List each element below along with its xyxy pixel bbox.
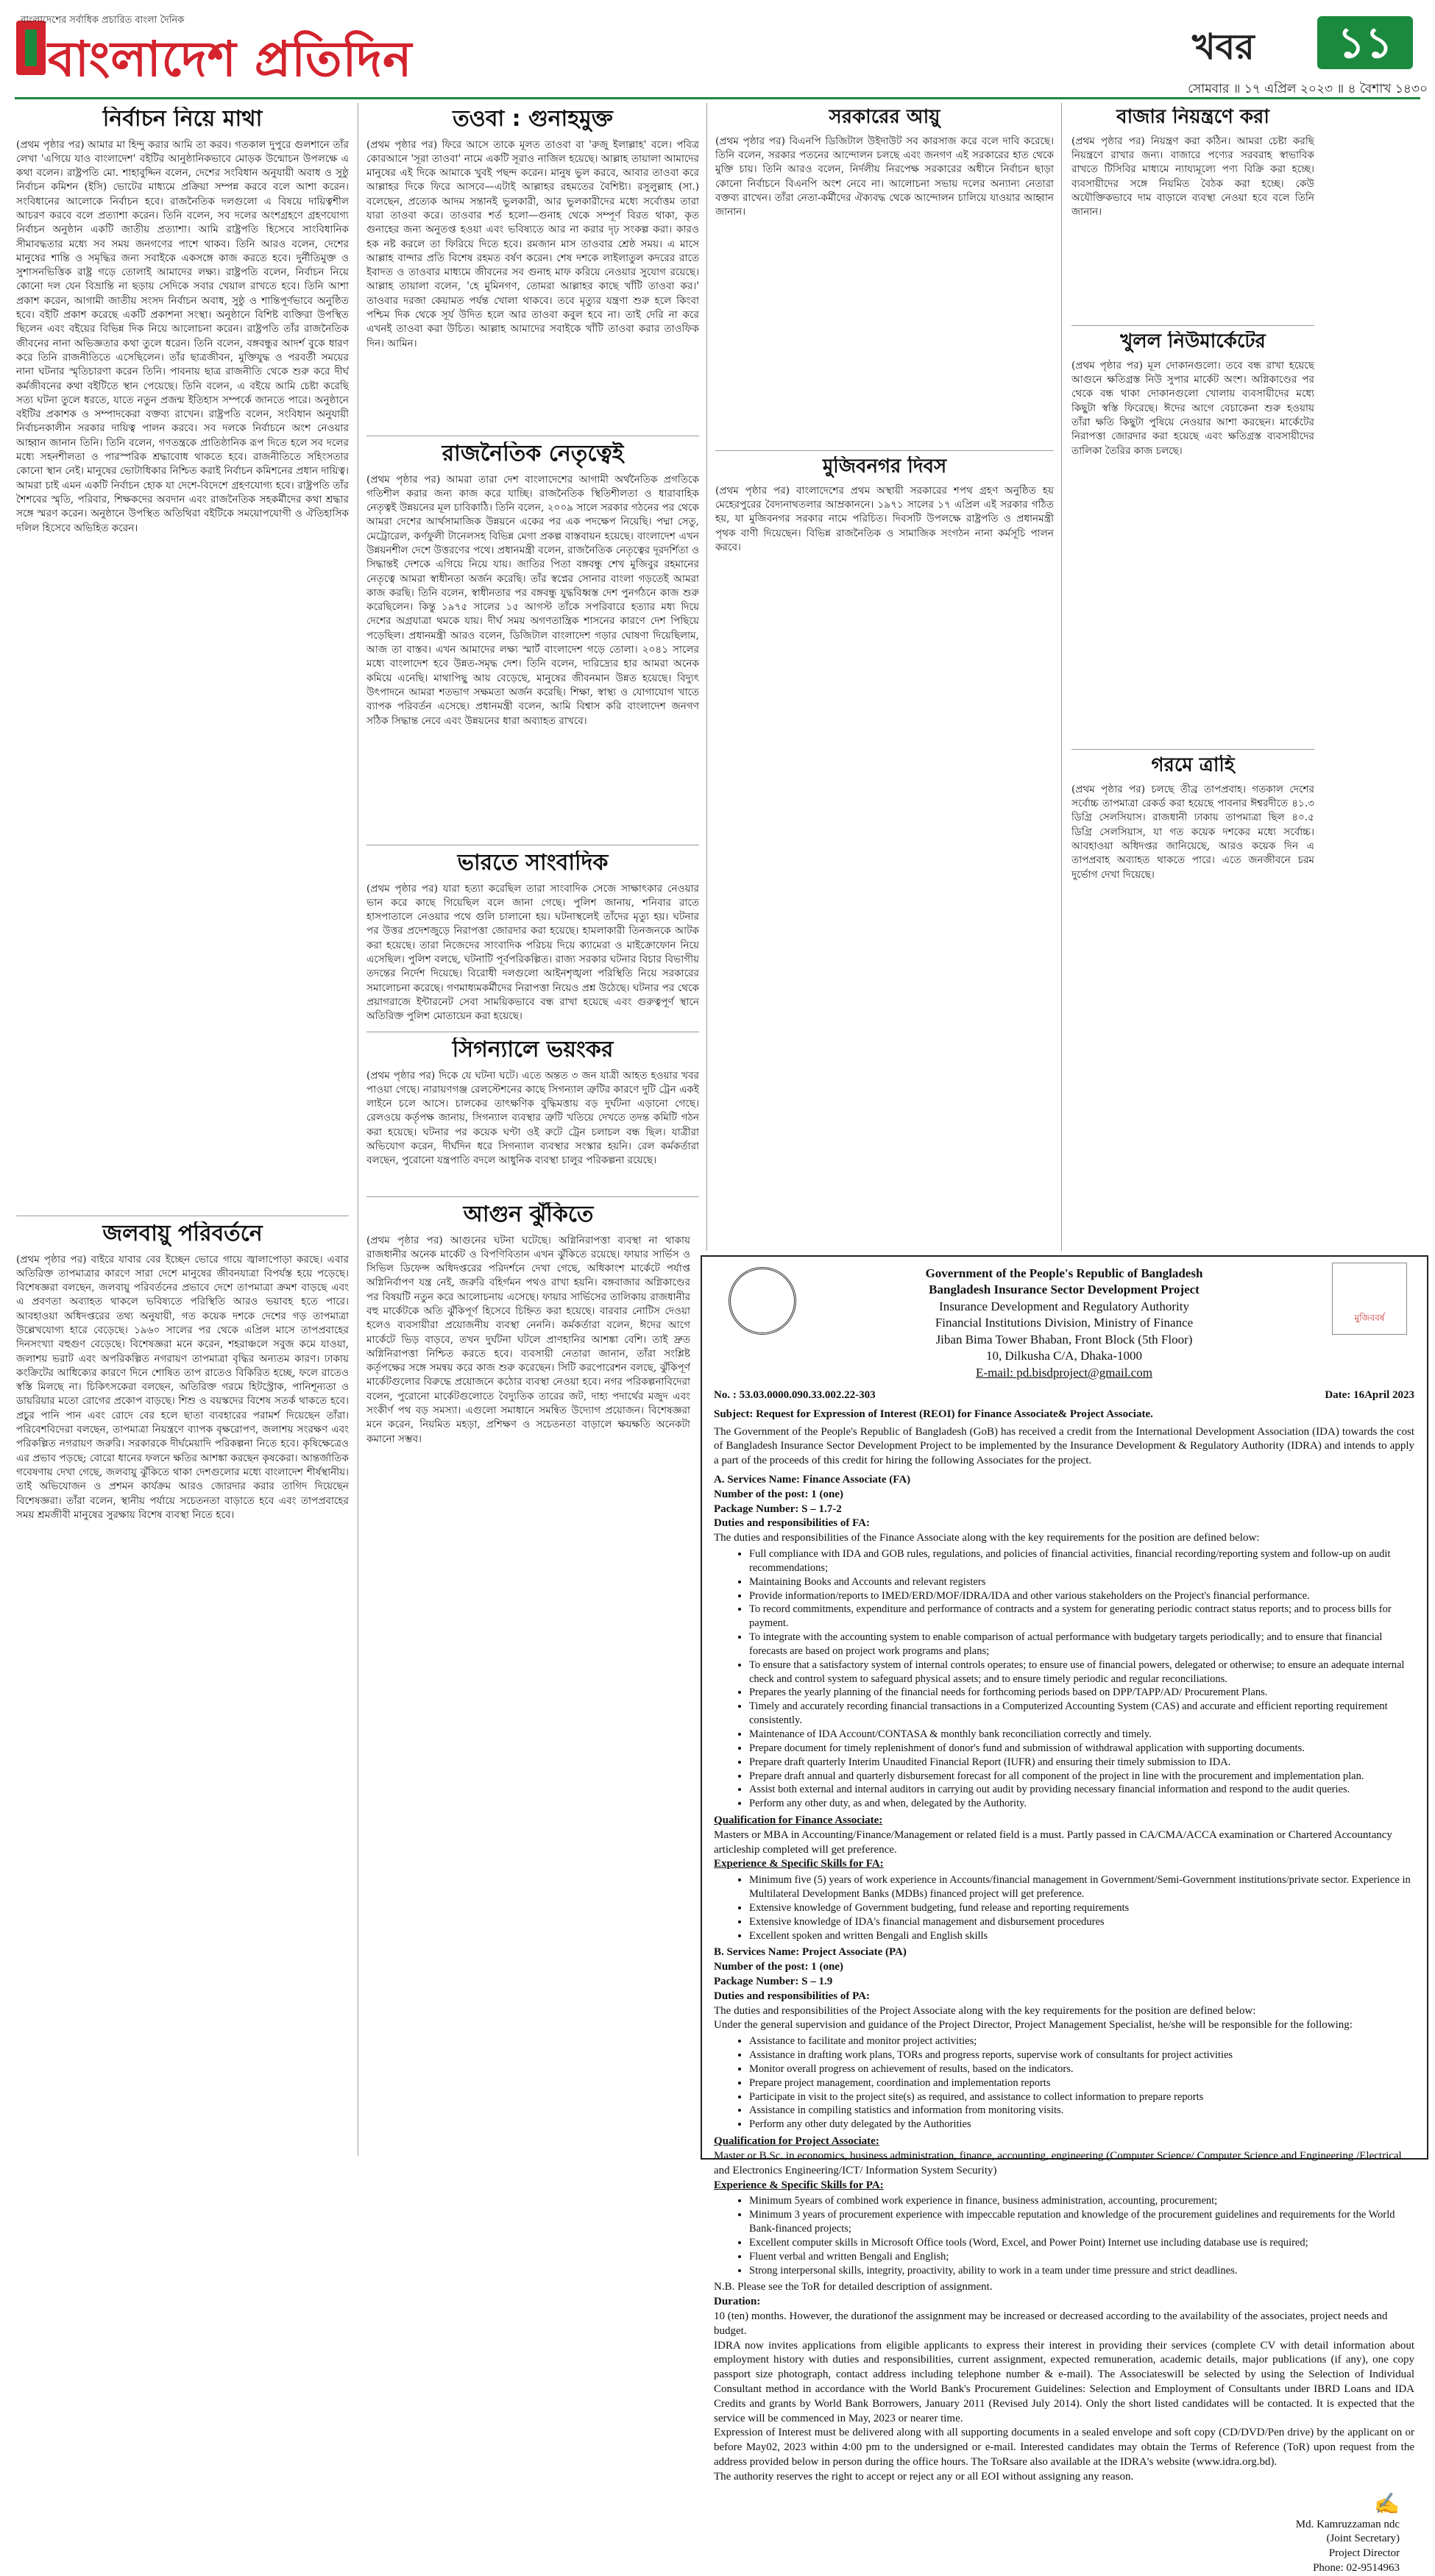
article-leadership <box>366 441 699 839</box>
notice-list-item: • Assistance in compiling statistics and information from monitoring visits. <box>749 2104 1414 2118</box>
article-headline[interactable]: রাজনৈতিক নেতৃত্বেই <box>442 441 624 466</box>
notice-govt: Government of the People's Republic of Bangladesh <box>925 1266 1203 1280</box>
article-climate <box>16 1221 349 2156</box>
article-headline[interactable]: সরকারের আয়ু <box>829 107 940 128</box>
notice-sign-role: Project Director <box>1328 2547 1400 2560</box>
notice-b-service: B. Services Name: Project Associate (PA) <box>714 1946 907 1959</box>
article-headline[interactable]: মুজিবনগর দিবস <box>822 456 947 478</box>
notice-a-duties-intro: The duties and responsibilities of the Finance Associate along with the key requirements for the position are defined below: <box>714 1532 1260 1544</box>
column-divider <box>1061 103 1062 1251</box>
notice-b-duties-heading: Duties and responsibilities of PA: <box>714 1990 870 2002</box>
notice-list-item: • To ensure that a satisfactory system of internal controls operates; to ensure use of financial powers, delegated or otherwise; to ensure an adequate internal check and control system to safeguard physical assets; and to ensure timely periodic and regular reconciliations. <box>749 1658 1414 1686</box>
notice-duration: 10 (ten) months. However, the durationof the assignment may be increased or decreased according to the availability of the associates, project needs and budget. <box>714 2310 1388 2337</box>
notice-list-item: • Participate in visit to the project site(s) as required, and assistance to collect information to prepare reports <box>749 2090 1414 2104</box>
notice-division: Financial Institutions Division, Ministry of Finance <box>935 1316 1194 1330</box>
notice-list-item: • Full compliance with IDA and GOB rules, regulations, and policies of financial activities, financial recording/reporting system and follow-up on audit recommendations; <box>749 1547 1414 1575</box>
notice-list-item: • Maintenance of IDA Account/CONTASA & monthly bank reconciliation correctly and timely. <box>749 1728 1414 1742</box>
notice-list-item: • Perform any other duty delegated by the Authorities <box>749 2118 1414 2132</box>
notice-date: Date: 16April 2023 <box>1325 1389 1414 1402</box>
notice-sign-phone: Phone: 02-9514963 <box>1313 2561 1400 2574</box>
article-tawa <box>366 107 699 430</box>
notice-list-item: • Assistance in drafting work plans, TORs and progress reports, supervise work of consultants for project activities <box>749 2048 1414 2062</box>
notice-list-item: • Timely and accurately recording financial transactions in a Computerized Accounting System (CAS) and accurate and efficient reporting requirement consistently. <box>749 1700 1414 1728</box>
notice-nb: N.B. Please see the ToR for detailed description of assignment. <box>714 2281 993 2293</box>
notice-address2: 10, Dilkusha C/A, Dhaka-1000 <box>985 1349 1142 1363</box>
notice-authority: Insurance Development and Regulatory Authority <box>939 1299 1189 1313</box>
notice-b-post: Number of the post: 1 (one) <box>714 1961 843 1973</box>
newspaper-logo[interactable]: বাংলাদেশ প্রতিদিন <box>48 31 413 88</box>
government-notice <box>701 1255 1428 2574</box>
notice-list-item: • Assist both external and internal auditors in carrying out audit by providing necessary financial information and respond to the audit queries. <box>749 1783 1414 1797</box>
section-name: খবর <box>1192 26 1255 68</box>
article-divider <box>1071 325 1314 326</box>
notice-list-item: • Excellent computer skills in Microsoft Office tools (Word, Excel, and Power Point) Internet use including database use is required; <box>749 2236 1414 2250</box>
notice-b-exp-list <box>749 2194 1414 2277</box>
article-body: (প্রথম পৃষ্ঠার পর) চলছে তীব্র তাপপ্রবাহ। গতকাল দেশের সর্বোচ্চ তাপমাত্রা রেকর্ড করা হয়েছে পাবনার ঈশ্বরদীতে ৪১.৩ ডিগ্রি সেলসিয়াস। রাজধানী ঢাকায় তাপমাত্রা ছিল ৪০.৫ ডিগ্রি সেলসিয়াস, যা গত কয়েক দশকের মধ্যে সর্বোচ্চ। আবহাওয়া অধিদপ্তর জানিয়েছে, আরও কয়েক দিন এ তাপপ্রবাহ অব্যাহত থাকতে পারে। এতে জনজীবনে চরম দুর্ভোগ দেখা দিয়েছে। <box>1071 783 1314 881</box>
notice-sign-title: (Joint Secretary) <box>1326 2533 1400 2545</box>
article-india-journalist <box>366 851 699 1027</box>
notice-list-item: • Perform any other duty, as and when, delegated by the Authority. <box>749 1797 1414 1811</box>
notice-list-item: • Prepare draft annual and quarterly disbursement forecast for all component of the project in line with the procurement and implementation plan. <box>749 1770 1414 1784</box>
spacer <box>1321 110 1426 111</box>
article-body: (প্রথম পৃষ্ঠার পর) মূল দোকানগুলো। তবে বন্ধ রাখা হয়েছে আগুনে ক্ষতিগ্রস্ত নিউ সুপার মার্কেট অংশ। অগ্নিকাণ্ডের পর থেকে বন্ধ থাকা দোকানগুলো খোলায় ব্যবসায়ীদের মধ্যে কিছুটা স্বস্তি ফিরেছে। ঈদের আগে বেচাকেনা শুরু হওয়ায় তাঁরা ক্ষতি কিছুটা পুষিয়ে নেওয়ার আশা করছেন। মার্কেটের নিরাপত্তা জোরদার করা হয়েছে এবং ক্ষতিগ্রস্ত ব্যবসায়ীদের তালিকা তৈরির কাজ চলছে। <box>1071 359 1314 457</box>
notice-reserve: The authority reserves the right to accept or reject any or all EOI without assigning any reason. <box>714 2470 1134 2483</box>
article-headline[interactable]: গরমে ত্রাহি <box>1151 755 1235 776</box>
notice-sign-name: Md. Kamruzzaman ndc <box>1295 2518 1400 2530</box>
notice-list-item: • Extensive knowledge of IDA's financial management and disbursement procedures <box>749 1915 1414 1929</box>
notice-a-post: Number of the post: 1 (one) <box>714 1488 843 1500</box>
notice-duration-heading: Duration: <box>714 2296 761 2308</box>
newspaper-logo-mark-inner <box>25 29 37 66</box>
notice-invites: IDRA now invites applications from eligible applicants to express their interest in providing their services (complete CV with detail information about employment history with duties and responsibilities, current assignment, expected remuneration, academic details, major publications (if any), one copy passport size photograph, contact address including telephone number & e-mail). The Associateswill be selected by using the Selection of Individual Consultant method in accordance with the World Bank's Procurement Guidelines: Selection and Employment of Consultants under IBRD Loans and IDA Credits and grants by World Bank Borrowers, January 2011 (Revised July 2014). Only the short listed candidates will be contacted. It is expected that the service will be commenced in May, 2023 or nearer time. <box>714 2339 1414 2424</box>
article-divider <box>715 450 1054 451</box>
notice-list-item: • Strong interpersonal skills, integrity, proactivity, ability to work in a team under time pressure and strict deadlines. <box>749 2264 1414 2278</box>
notice-a-qual-heading: Qualification for Finance Associate: <box>714 1814 883 1827</box>
article-heat <box>1071 755 1314 1243</box>
article-body: (প্রথম পৃষ্ঠার পর) আগুনের ঘটনা ঘটেছে। অগ্নিনিরাপত্তা ব্যবস্থা না থাকায় রাজধানীর অনেক মার্কেট ও বিপণিবিতান এখন ঝুঁকিতে রয়েছে। ফায়ার সার্ভিস ও সিভিল ডিফেন্স অধিদপ্তরের পরিদর্শনে দেখা গেছে, অধিকাংশ মার্কেটে পর্যাপ্ত অগ্নিনির্বাপণ যন্ত্র নেই, জরুরি বহির্গমন পথও রাখা হয়নি। বঙ্গবাজার অগ্নিকাণ্ডের পর বিষয়টি নতুন করে আলোচনায় এসেছে। ফায়ার সার্ভিসের তালিকায় রাজধানীর বহু মার্কেটকে অতি ঝুঁকিপূর্ণ হিসেবে চিহ্নিত করা হয়েছে। বারবার নোটিস দেওয়া হলেও ব্যবসায়ীরা প্রয়োজনীয় ব্যবস্থা নেননি। কর্মকর্তারা বলেন, ঈদের আগে মার্কেটে ভিড় বাড়বে, তখন দুর্ঘটনা ঘটলে প্রাণহানির আশঙ্কা বেশি। তাই দ্রুত অগ্নিনিরাপত্তা নিশ্চিত করতে হবে। ব্যবসায়ী নেতারা জানান, তাঁরা সংশ্লিষ্ট কর্তৃপক্ষের সঙ্গে সমন্বয় করে কাজ শুরু করেছেন। সিটি করপোরেশন বলছে, ঝুঁকিপূর্ণ মার্কেটগুলোর বিরুদ্ধে প্রয়োজনে কঠোর ব্যবস্থা নেওয়া হবে। নগর পরিকল্পনাবিদেরা বলেন, পুরোনো মার্কেটগুলোতে বৈদ্যুতিক তারের জট, দাহ্য পদার্থের মজুদ এবং সংকীর্ণ পথ বড় সমস্যা। এগুলো সমাধানে সমন্বিত উদ্যোগ প্রয়োজন। বিশেষজ্ঞরা মনে করেন, নিয়মিত মহড়া, প্রশিক্ষণ ও সচেতনতা বাড়ালে ক্ষয়ক্ষতি অনেকটা কমানো সম্ভব। <box>366 1234 690 1445</box>
notice-list-item: • Minimum 3 years of procurement experience with impeccable reputation and knowledge of the procurement guidelines and requirements for the World Bank-financed projects; <box>749 2208 1414 2236</box>
mujib-logo-icon <box>1332 1263 1407 1335</box>
notice-b-duties-intro2: Under the general supervision and guidance of the Project Director, Project Management Specialist, he/she will be responsible for the following: <box>714 2019 1353 2032</box>
column-divider <box>706 103 707 1251</box>
article-headline[interactable]: তওবা : গুনাহমুক্ত <box>453 107 613 132</box>
notice-list-item: • Prepare document for timely replenishment of donor's fund and submission of withdrawal application with supporting documents. <box>749 1742 1414 1756</box>
notice-a-service: A. Services Name: Finance Associate (FA) <box>714 1474 911 1486</box>
article-body: (প্রথম পৃষ্ঠার পর) নিয়ন্ত্রণ করা কঠিন। আমরা চেষ্টা করছি নিয়ন্ত্রণে রাখার জন্য। বাজারে পণ্যের সরবরাহ স্বাভাবিক রাখতে টিসিবির মাধ্যমে ন্যায্যমূল্যে পণ্য বিক্রি করা হচ্ছে। ব্যবসায়ীদের সঙ্গে নিয়মিত বৈঠক করা হচ্ছে। কেউ অযৌক্তিকভাবে দাম বাড়ালে ব্যবস্থা নেওয়া হবে বলে তিনি জানান। <box>1071 135 1314 219</box>
article-body: (প্রথম পৃষ্ঠার পর) বিএনপি ডিজিটাল উইদাউট সব কারসাজ করে বলে দাবি করেছে। তিনি বলেন, সরকার পতনের আন্দোলন চলছে এবং জনগণ এই সরকারের হাত থেকে মুক্তি চায়। তিনি আরও বলেন, নির্দলীয় নিরপেক্ষ সরকারের অধীনে নির্বাচন ছাড়া কোনো নির্বাচনে বিএনপি অংশ নেবে না। আলোচনা সভায় দলের অন্যান্য নেতারা বক্তব্য রাখেন। তাঁরা নেতা-কর্মীদের ঐক্যবদ্ধ থেকে আন্দোলন চালিয়ে যাওয়ার আহ্বান জানান। <box>715 135 1054 219</box>
notice-address1: Jiban Bima Tower Bhaban, Front Block (5th Floor) <box>935 1332 1193 1346</box>
notice-a-qual: Masters or MBA in Accounting/Finance/Management or related field is a must. Partly passed in CA/CMA/ACCA examination or Chartered Accountancy articleship completed will get preference. <box>714 1828 1392 1856</box>
article-body: (প্রথম পৃষ্ঠার পর) যারা হত্যা করেছিল তারা সাংবাদিক সেজে সাক্ষাৎকার নেওয়ার ভান করে কাছে গিয়েছিল বলে জানা গেছে। পুলিশ জানায়, শনিবার রাতে হাসপাতালে নেওয়ার পথে গুলি চালানো হয়। ঘটনাস্থলেই তাঁদের মৃত্যু হয়। ঘটনার পর উত্তর প্রদেশজুড়ে নিরাপত্তা জোরদার করা হয়েছে। হামলাকারী তিনজনকে আটক করা হয়েছে। তারা নিজেদের সাংবাদিক পরিচয় দিয়ে ক্যামেরা ও মাইক্রোফোন নিয়ে এসেছিল। পুলিশ বলছে, ঘটনাটি পূর্বপরিকল্পিত। রাজ্য সরকার ঘটনার বিচার বিভাগীয় তদন্তের নির্দেশ দিয়েছে। বিরোধী দলগুলো আইনশৃঙ্খলা পরিস্থিতি নিয়ে সরকারের সমালোচনা করেছে। গণমাধ্যমকর্মীদের নিরাপত্তা নিয়েও প্রশ্ন উঠেছে। ঘটনার পর থেকে প্রয়াগরাজে ইন্টারনেট সেবা সাময়িকভাবে বন্ধ রাখা হয়েছে এবং গুরুত্বপূর্ণ স্থানে অতিরিক্ত পুলিশ মোতায়েন করা হয়েছে। <box>366 882 699 1023</box>
notice-list-item: • Prepares the yearly planning of the financial needs for forthcoming periods based on DPP/TAPP/AD/ Procurement Plans. <box>749 1686 1414 1700</box>
notice-list-item: • Prepare draft quarterly Interim Unaudited Financial Report (IUFR) and ensuring their timely submission to IDA. <box>749 1756 1414 1770</box>
notice-list-item: • Excellent spoken and written Bengali and English skills <box>749 1929 1414 1943</box>
article-headline[interactable]: সিগন্যালে ভয়ংকর <box>452 1037 614 1062</box>
notice-email[interactable]: E-mail: pd.bisdproject@gmail.com <box>976 1365 1152 1380</box>
notice-list-item: • Extensive knowledge of Government budgeting, fund release and reporting requirements <box>749 1901 1414 1915</box>
notice-b-duties-intro: The duties and responsibilities of the Project Associate along with the key requirements for the position are defined below: <box>714 2004 1256 2017</box>
notice-list-item: • Minimum five (5) years of work experience in Accounts/financial management in Government/Semi-Government institutions/private sector. Experience in Multilateral Development Banks (MDBs) financed project will get preference. <box>749 1873 1414 1901</box>
notice-project: Bangladesh Insurance Sector Development Project <box>929 1282 1200 1297</box>
notice-list-item: • Provide information/reports to IMED/ERD/MOF/IDRA/IDA and other various stakeholders on the Project's financial performance. <box>749 1589 1414 1603</box>
signature: ✍ <box>1374 2491 1400 2516</box>
notice-b-duties-list <box>749 2034 1414 2132</box>
article-headline[interactable]: খুলল নিউমার্কেটের <box>1120 331 1266 352</box>
notice-intro: The Government of the People's Republic of Bangladesh (GoB) has received a credit from the International Development Association (IDA) towards the cost of Bangladesh Insurance Sector Development Project to be implemented by the Insurance Development & Regulatory Authority (IDRA) and intends to apply a part of the proceeds of this credit for hiring the following Associates for the project. <box>714 1425 1414 1467</box>
article-market <box>1071 107 1314 320</box>
article-headline[interactable]: নির্বাচন নিয়ে মাথা <box>102 107 263 132</box>
masthead-divider <box>15 97 1420 99</box>
notice-b-qual: Master or B.Sc. in economics, business administration, finance, accounting, engineering (Computer Science/ Computer Science and Engineering /Electrical and Electronics Engineering/ICT/ Information System Security) <box>714 2149 1402 2176</box>
notice-a-duties-heading: Duties and responsibilities of FA: <box>714 1517 870 1530</box>
article-divider <box>1071 749 1314 750</box>
issue-date: সোমবার ॥ ১৭ এপ্রিল ২০২৩ ॥ ৪ বৈশাখ ১৪৩০ <box>1188 82 1428 96</box>
logo-tagline: বাংলাদেশের সর্বাধিক প্রচারিত বাংলা দৈনিক <box>21 15 185 26</box>
notice-subject: Subject: Request for Expression of Interest (REOI) for Finance Associate& Project Associate. <box>714 1408 1153 1420</box>
notice-list-item: • Minimum 5years of combined work experience in finance, business administration, accounting, procurement; <box>749 2194 1414 2208</box>
article-mujibnagar <box>715 456 1054 1243</box>
article-body: (প্রথম পৃষ্ঠার পর) বাংলাদেশের প্রথম অস্থায়ী সরকারের শপথ গ্রহণ অনুষ্ঠিত হয় মেহেরপুরের বৈদ্যনাথতলার আম্রকাননে। ১৯৭১ সালের ১৭ এপ্রিল এই সরকার গঠিত হয়, যা মুজিবনগর সরকার নামে পরিচিত। দিবসটি উপলক্ষে রাষ্ট্রপতি ও প্রধানমন্ত্রী পৃথক বাণী দিয়েছেন। বিভিন্ন রাজনৈতিক ও সামাজিক সংগঠন নানা কর্মসূচি পালন করবে। <box>715 484 1054 554</box>
article-headline[interactable]: আগুন ঝুঁকিতে <box>463 1202 594 1227</box>
notice-ref-no: No. : 53.03.0000.090.33.002.22-303 <box>714 1389 876 1402</box>
article-fire <box>366 1202 690 2156</box>
article-headline[interactable]: জলবায়ু পরিবর্তনে <box>102 1221 263 1246</box>
article-govt-life <box>715 107 1054 445</box>
article-election <box>16 107 349 1210</box>
notice-list-item: • Maintaining Books and Accounts and relevant registers <box>749 1575 1414 1589</box>
notice-list-item: • To record commitments, expenditure and performance of contracts and a system for generating periodic contract status reports; and to process bills for payment. <box>749 1603 1414 1631</box>
article-divider <box>366 1196 699 1197</box>
notice-eoi: Expression of Interest must be delivered along with all supporting documents in a sealed envelope and soft copy (CD/DVD/Pen drive) by the applicant on or before May02, 2023 within 4:00 pm to the undersigned or e-mail. Interested candidates may obtain the Terms of Reference (ToR) upon request from the address provided below in person during the office hours. The ToRsare also available at the IDRA's website (www.idra.org.bd). <box>714 2427 1414 2468</box>
article-headline[interactable]: বাজার নিয়ন্ত্রণে করা <box>1116 107 1269 128</box>
article-body: (প্রথম পৃষ্ঠার পর) বাইরে যাবার বের ইচ্ছেন ভোরে গায়ে জ্বালাপোড়া করছে। এবার অতিরিক্ত তাপমাত্রার কারণে সারা দেশে মানুষের জীবনযাত্রা বিপর্যস্ত হয়ে পড়েছে। বিশেষজ্ঞরা বলছেন, জলবায়ু পরিবর্তনের প্রভাবে দেশে তাপমাত্রা ক্রমশ বাড়ছে এবং এ প্রবণতা অব্যাহত থাকলে ভবিষ্যতে পরিস্থিতি আরও ভয়াবহ হতে পারে। আবহাওয়া অধিদপ্তরের তথ্য অনুযায়ী, গত কয়েক দশকে দেশের গড় তাপমাত্রা উল্লেখযোগ্য হারে বেড়েছে। ১৯৬০ সালের পর থেকে এপ্রিল মাসে তাপপ্রবাহের দিনসংখ্যা বহুগুণ বেড়েছে। বিশেষজ্ঞরা মনে করেন, শহরাঞ্চলে সবুজ কমে যাওয়া, জলাশয় ভরাট এবং অপরিকল্পিত নগরায়ণ তাপমাত্রা বৃদ্ধির অন্যতম কারণ। ঢাকায় কংক্রিটের আধিক্যের কারণে দিনে শোষিত তাপ রাতেও বিকিরিত হচ্ছে, ফলে রাতেও স্বস্তি মিলছে না। চিকিৎসকেরা বলছেন, অতিরিক্ত গরমে হিটস্ট্রোক, পানিশূন্যতা ও ডায়রিয়ার মতো রোগের প্রকোপ বাড়ছে। শিশু ও বয়স্কদের বিশেষ সতর্ক থাকতে হবে। প্রচুর পানি পান এবং রোদে বের হলে ছাতা ব্যবহারের পরামর্শ দিয়েছেন তাঁরা। পরিবেশবিদেরা বলছেন, তাপমাত্রা নিয়ন্ত্রণে ব্যাপক বৃক্ষরোপণ, জলাশয় সংরক্ষণ এবং পরিকল্পিত নগরায়ণ জরুরি। সরকারকে দীর্ঘমেয়াদি পরিকল্পনা নিতে হবে। কৃষিক্ষেত্রেও এর প্রভাব পড়ছে; বোরো ধানের ফলনে ক্ষতির আশঙ্কা করছেন কৃষকেরা। আন্তর্জাতিক গবেষণায় দেখা গেছে, জলবায়ু ঝুঁকিতে থাকা দেশগুলোর মধ্যে বাংলাদেশ শীর্ষস্থানীয়। তাই অভিযোজন ও প্রশমন কার্যক্রম আরও জোরদার করার তাগিদ দিয়েছেন বিশেষজ্ঞরা। তাঁরা বলেন, স্থানীয় পর্যায়ে সচেতনতা বাড়াতে হবে এবং তাপপ্রবাহের সময় শ্রমজীবী মানুষের সুরক্ষায় বিশেষ ব্যবস্থা নিতে হবে। <box>16 1253 349 1521</box>
article-signal <box>366 1037 699 1192</box>
notice-b-package: Package Number: S – 1.9 <box>714 1976 833 1988</box>
notice-a-package: Package Number: S – 1.7-2 <box>714 1502 842 1515</box>
notice-a-exp-heading: Experience & Specific Skills for FA: <box>714 1858 884 1870</box>
notice-list-item: • Fluent verbal and written Bengali and English; <box>749 2250 1414 2264</box>
article-body: (প্রথম পৃষ্ঠার পর) আমরা তারা দেশ বাংলাদেশের আগামী অর্থনৈতিক প্রগতিকে গতিশীল করার জন্য কাজ করে যাচ্ছি। রাজনৈতিক স্থিতিশীলতা ও ধারাবাহিক নেতৃত্বই উন্নয়নের মূল চাবিকাঠি। তিনি বলেন, ২০০৯ সালে সরকার গঠনের পর থেকে আমরা দেশের আর্থসামাজিক উন্নয়নে একের পর এক পদক্ষেপ নিয়েছি। পদ্মা সেতু, মেট্রোরেল, কর্ণফুলী টানেলসহ বিভিন্ন মেগা প্রকল্প বাস্তবায়ন হয়েছে। বাংলাদেশ এখন উন্নয়নশীল দেশে উত্তরণের পথে। প্রধানমন্ত্রী বলেন, রাজনৈতিক নেতৃত্বের দূরদর্শিতা ও সিদ্ধান্তই দেশকে এগিয়ে নিয়ে যায়। জাতির পিতা বঙ্গবন্ধু শেখ মুজিবুর রহমানের নেতৃত্বে আমরা স্বাধীনতা অর্জন করেছি। তাঁর স্বপ্নের সোনার বাংলা গড়তেই আমরা কাজ করছি। তিনি বলেন, স্বাধীনতার পর বঙ্গবন্ধু যুদ্ধবিধ্বস্ত দেশ পুনর্গঠনে কাজ শুরু করেছিলেন। কিন্তু ১৯৭৫ সালের ১৫ আগস্ট তাঁকে সপরিবারে হত্যার মধ্য দিয়ে দেশের অগ্রযাত্রা থমকে যায়। দীর্ঘ সময় অগণতান্ত্রিক শাসনের কারণে দেশ পিছিয়ে পড়েছিল। প্রধানমন্ত্রী আরও বলেন, ডিজিটাল বাংলাদেশ গড়ার ঘোষণা দিয়েছিলাম, আজ তা বাস্তব। এখন আমাদের লক্ষ্য স্মার্ট বাংলাদেশ গড়ে তোলা। ২০৪১ সালের মধ্যে বাংলাদেশ হবে উন্নত-সমৃদ্ধ দেশ। তিনি বলেন, দারিদ্র্যের হার আমরা অনেক কমিয়ে এনেছি। মাথাপিছু আয় বেড়েছে, মানুষের জীবনমান উন্নত হয়েছে। বিদ্যুৎ উৎপাদনে আমরা শতভাগ সক্ষমতা অর্জন করেছি। শিক্ষা, স্বাস্থ্য ও যোগাযোগ খাতে ব্যাপক পরিবর্তন এসেছে। প্রধানমন্ত্রী বলেন, আমি বিশ্বাস করি বাংলাদেশ জনগণ সঠিক সিদ্ধান্ত নেবে এবং উন্নয়নের ধারা অব্যাহত রাখবে। <box>366 473 699 727</box>
notice-a-exp-list <box>749 1873 1414 1942</box>
notice-list-item: • To integrate with the accounting system to enable comparison of actual performance with budgetary targets periodically; and to ensure that financial forecasts are based on project work programs and plans; <box>749 1631 1414 1658</box>
notice-a-duties-list <box>749 1547 1414 1811</box>
article-headline[interactable]: ভারতে সাংবাদিক <box>457 851 609 876</box>
right-logo-text: মুজিববর্ষ <box>1354 1313 1385 1323</box>
notice-list-item: • Prepare project management, coordination and implementation reports <box>749 2076 1414 2090</box>
page-number: ১১ <box>1317 16 1413 69</box>
notice-b-qual-heading: Qualification for Project Associate: <box>714 2135 879 2148</box>
article-body: (প্রথম পৃষ্ঠার পর) দিকে যে ঘটনা ঘটে। এতে অন্তত ৩ জন যাত্রী আহত হওয়ার খবর পাওয়া গেছে। নারায়ণগঞ্জ রেলস্টেশনের কাছে সিগন্যাল ত্রুটির কারণে দুটি ট্রেন একই লাইনে চলে আসে। চালকের তাৎক্ষণিক বুদ্ধিমত্তায় বড় দুর্ঘটনা এড়ানো গেছে। রেলওয়ে কর্তৃপক্ষ জানায়, সিগন্যাল ব্যবস্থার ত্রুটি খতিয়ে দেখতে তদন্ত কমিটি গঠন করা হয়েছে। ঘটনার পর কয়েক ঘণ্টা ওই রুটে ট্রেন চলাচল বন্ধ ছিল। যাত্রীরা অভিযোগ করেন, দীর্ঘদিন ধরে সিগন্যাল ব্যবস্থার সংস্কার হয়নি। রেল কর্মকর্তারা বলছেন, পুরোনো যন্ত্রপাতি বদলে আধুনিক ব্যবস্থা চালুর পরিকল্পনা রয়েছে। <box>366 1069 699 1167</box>
article-body: (প্রথম পৃষ্ঠার পর) আমার মা হিন্দু করার আমি তা করব। গতকাল দুপুরে গুলশানে তাঁর লেখা 'এগিয়ে যাও বাংলাদেশ' বইটির আনুষ্ঠানিকভাবে মোড়ক উন্মোচন উপলক্ষে এ কথা বলেন। রাষ্ট্রপতি মো. শাহাবুদ্দিন বলেন, দেশের সংবিধান অনুযায়ী অবাধ ও সুষ্ঠু নির্বাচন কমিশন (ইসি) ভোটের মাধ্যমে প্রক্রিয়া সম্পন্ন করবে বলে আশা করেন। সংবিধানের আলোকে নির্বাচন হবে। রাজনৈতিক দলগুলো এ বিষয়ে দায়িত্বশীল আচরণ করবে বলে প্রত্যাশা করেন। তিনি বলেন, সব দলের অংশগ্রহণে গ্রহণযোগ্য নির্বাচন অনুষ্ঠান একটি জাতীয় প্রত্যাশা। আমি রাষ্ট্রপতি হিসেবে সাংবিধানিক সীমাবদ্ধতার মধ্যে সব সময় জনগণের পাশে থাকব। তিনি আরও বলেন, দেশের মানুষের শান্তি ও সমৃদ্ধির জন্য সবাইকে একসঙ্গে কাজ করতে হবে। দুর্নীতিমুক্ত ও সুশাসনভিত্তিক রাষ্ট্র গড়ে তোলাই আমাদের লক্ষ্য। রাষ্ট্রপতি বলেন, নির্বাচন নিয়ে কোনো দল যেন বিভ্রান্তি না ছড়ায় সেদিকে সবার খেয়াল রাখতে হবে। তিনি আশা প্রকাশ করেন, আগামী জাতীয় সংসদ নির্বাচন অবাধ, সুষ্ঠু ও শান্তিপূর্ণভাবে অনুষ্ঠিত হবে। বইটি প্রকাশ করেছে একটি প্রকাশনা সংস্থা। অনুষ্ঠানে বিশিষ্ট ব্যক্তিরা উপস্থিত ছিলেন এবং বইয়ের বিভিন্ন দিক নিয়ে আলোচনা করেন। রাষ্ট্রপতি তাঁর রাজনৈতিক জীবনের নানা অভিজ্ঞতার কথা তুলে ধরেন। তিনি বলেন, বঙ্গবন্ধুর আদর্শ বুকে ধারণ করে তিনি রাজনীতিতে এসেছিলেন। তাঁর ছাত্রজীবন, মুক্তিযুদ্ধ ও পরবর্তী সময়ের নানা ঘটনার স্মৃতিচারণা করেন তিনি। পাবনায় ছাত্র রাজনীতি থেকে শুরু করে দীর্ঘ কর্মজীবনের কথা বইটিতে স্থান পেয়েছে। তিনি বলেন, এ বইয়ে আমি চেষ্টা করেছি সত্য ঘটনা তুলে ধরতে, যাতে নতুন প্রজন্ম ইতিহাস সম্পর্কে জানতে পারে। অনুষ্ঠানে বইটির প্রকাশক ও সম্পাদকেরা বক্তব্য রাখেন। রাষ্ট্রপতি বলেন, সংবিধান অনুযায়ী নির্বাচনকালীন সরকার দায়িত্ব পালন করবে। সব দলকে নির্বাচনে অংশ নেওয়ার আহ্বান জানান তিনি। তিনি বলেন, গণতন্ত্রকে প্রাতিষ্ঠানিক রূপ দিতে হলে সব দলের মধ্যে সহনশীলতা ও পারস্পরিক শ্রদ্ধাবোধ থাকতে হবে। রাজনীতিতে সহিংসতার কোনো স্থান নেই। মানুষের ভোটাধিকার নিশ্চিত করাই নির্বাচন কমিশনের প্রধান দায়িত্ব। আমরা চাই এমন একটি নির্বাচন হোক যা দেশে-বিদেশে গ্রহণযোগ্য হবে। রাষ্ট্রপতি তাঁর শৈশবের স্মৃতি, পরিবার, শিক্ষকদের অবদান এবং রাজনৈতিক সহকর্মীদের কথা শ্রদ্ধার সঙ্গে স্মরণ করেন। অনুষ্ঠানে উপস্থিত অতিথিরা বইটিকে সময়োপযোগী ও ঐতিহাসিক দলিল হিসেবে অভিহিত করেন। <box>16 138 349 534</box>
notice-list-item: • Assistance to facilitate and monitor project activities; <box>749 2034 1414 2048</box>
article-newmarket <box>1071 331 1314 743</box>
article-body: (প্রথম পৃষ্ঠার পর) ফিরে আসে তাকে মূলত তাওবা বা 'রুজু ইলাল্লাহ' বলে। পবিত্র কোরআনে 'সূরা তাওবা' নামে একটি সূরাও নাজিল হয়েছে। আল্লাহ তায়ালা আমাদের মানুষের এই দিকে আমাকে খুবই পছন্দ করেন। মানুষ ভুল করবে, আবার তাওবা করে আল্লাহর দিকে ফিরে আসবে—এটাই আল্লাহর রহমতের বৈশিষ্ট্য। রসুলুল্লাহ (সা.) বলেছেন, প্রত্যেক আদম সন্তানই ভুলকারী, আর ভুলকারীদের মধ্যে সর্বোত্তম তারা যারা তাওবা করে। তাওবার শর্ত হলো—গুনাহ থেকে সম্পূর্ণ বিরত থাকা, কৃত গুনাহের জন্য অনুতপ্ত হওয়া এবং ভবিষ্যতে আর না করার দৃঢ় সংকল্প করা। কারও হক নষ্ট করলে তা ফিরিয়ে দিতে হবে। রমজান মাস তাওবার শ্রেষ্ঠ সময়। এ মাসে আল্লাহ বান্দার প্রতি বিশেষ রহমত বর্ষণ করেন। শেষ দশকে লাইলাতুল কদরের রাতে ইবাদত ও তাওবার মাধ্যমে জীবনের সব গুনাহ মাফ করিয়ে নেওয়ার সুযোগ রয়েছে। আল্লাহ তায়ালা বলেন, 'হে মুমিনগণ, তোমরা আল্লাহর কাছে খাঁটি তাওবা কর।' তাওবার দরজা কেয়ামত পর্যন্ত খোলা থাকবে। তবে মৃত্যুর যন্ত্রণা শুরু হলে কিংবা পশ্চিম দিক থেকে সূর্য উদিত হলে আর তাওবা কবুল হবে না। তাই দেরি না করে এখনই তাওবা করা উচিত। আল্লাহ আমাদের সবাইকে খাঁটি তাওবা করার তাওফিক দিন। আমিন। <box>366 138 699 350</box>
government-seal-icon <box>729 1267 796 1335</box>
notice-list-item: • Monitor overall progress on achievement of results, based on the indicators. <box>749 2062 1414 2076</box>
notice-b-exp-heading: Experience & Specific Skills for PA: <box>714 2179 884 2191</box>
